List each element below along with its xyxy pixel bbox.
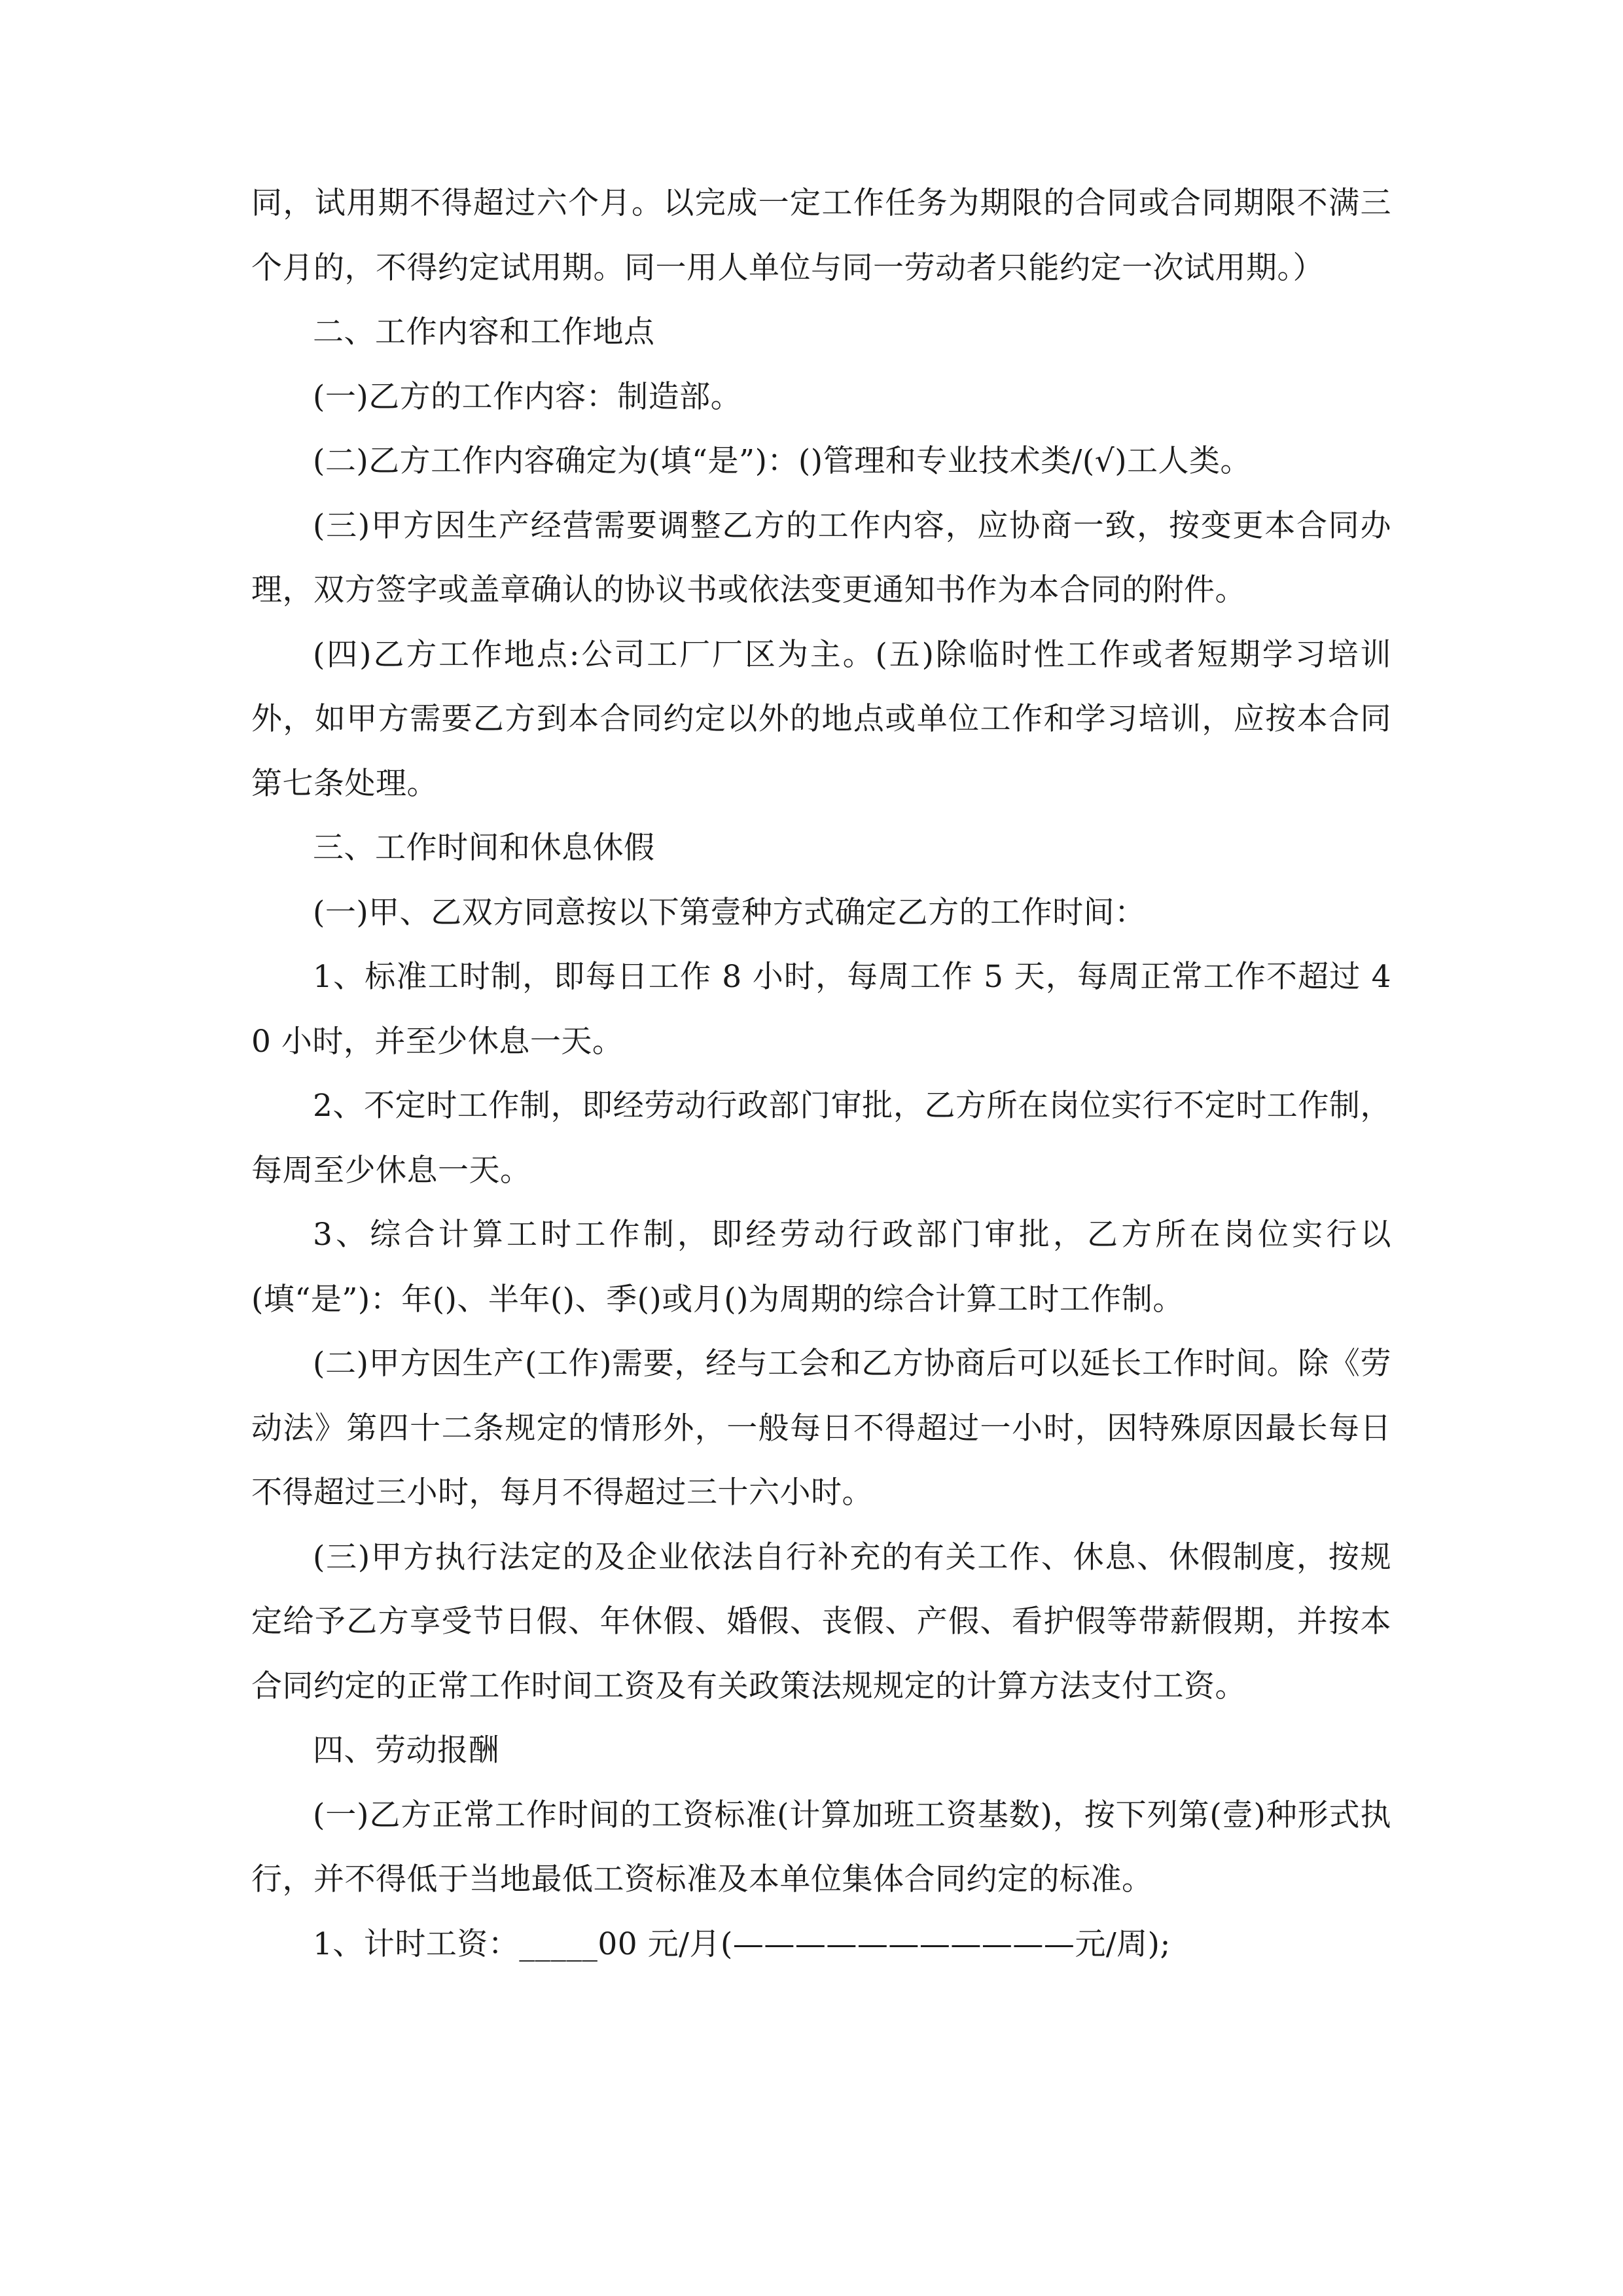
paragraph-work-category: (二)乙方工作内容确定为(填“是”)：()管理和专业技术类/(√)工人类。	[313, 443, 1252, 479]
paragraph-comprehensive-hours: 3、综合计算工时工作制，即经劳动行政部门审批，乙方所在岗位实行以(填“是”)：年()、半年()、季()或月()为周期的综合计算工时工作制。	[251, 1217, 1391, 1318]
paragraph-overtime: (二)甲方因生产(工作)需要，经与工会和乙方协商后可以延长工作时间。除《劳动法》第四十二条规定的情形外，一般每日不得超过一小时，因特殊原因最长每日不得超过三小时，每月不得超过三十六小时。	[251, 1346, 1391, 1511]
paragraph-leave-policy: (三)甲方执行法定的及企业依法自行补充的有关工作、休息、休假制度，按规定给予乙方享受节日假、年休假、婚假、丧假、产假、看护假等带薪假期，并按本合同约定的正常工作时间工资及有关政策法规规定的计算方法支付工资。	[251, 1539, 1391, 1704]
paragraph-probation-continuation: 同，试用期不得超过六个月。以完成一定工作任务为期限的合同或合同期限不满三个月的，不得约定试用期。同一用人单位与同一劳动者只能约定一次试用期。）	[251, 185, 1391, 286]
paragraph-standard-hours: 1、标准工时制，即每日工作 8 小时，每周工作 5 天，每周正常工作不超过 40 小时，并至少休息一天。	[251, 959, 1391, 1060]
paragraph-work-hours-method: (一)甲、乙双方同意按以下第壹种方式确定乙方的工作时间：	[313, 894, 1146, 931]
paragraph-wage-standard: (一)乙方正常工作时间的工资标准(计算加班工资基数)，按下列第(壹)种形式执行，并不得低于当地最低工资标准及本单位集体合同约定的标准。	[251, 1797, 1391, 1897]
section-heading-remuneration: 四、劳动报酬	[313, 1732, 499, 1768]
paragraph-adjust-work-content: (三)甲方因生产经营需要调整乙方的工作内容，应协商一致，按变更本合同办理，双方签字或盖章确认的协议书或依法变更通知书作为本合同的附件。	[251, 507, 1391, 608]
paragraph-flexible-hours: 2、不定时工作制，即经劳动行政部门审批，乙方所在岗位实行不定时工作制，每周至少休息一天。	[251, 1088, 1391, 1189]
section-heading-work-hours: 三、工作时间和休息休假	[313, 830, 655, 866]
paragraph-work-location: (四)乙方工作地点:公司工厂厂区为主。(五)除临时性工作或者短期学习培训外，如甲方需要乙方到本合同约定以外的地点或单位工作和学习培训，应按本合同第七条处理。	[251, 636, 1391, 802]
section-heading-work-content: 二、工作内容和工作地点	[313, 314, 655, 350]
paragraph-work-content: (一)乙方的工作内容：制造部。	[313, 378, 742, 415]
document-page	[251, 171, 1391, 1977]
paragraph-hourly-wage: 1、计时工资：_____00 元/月(———————————元/周);	[313, 1926, 1171, 1962]
